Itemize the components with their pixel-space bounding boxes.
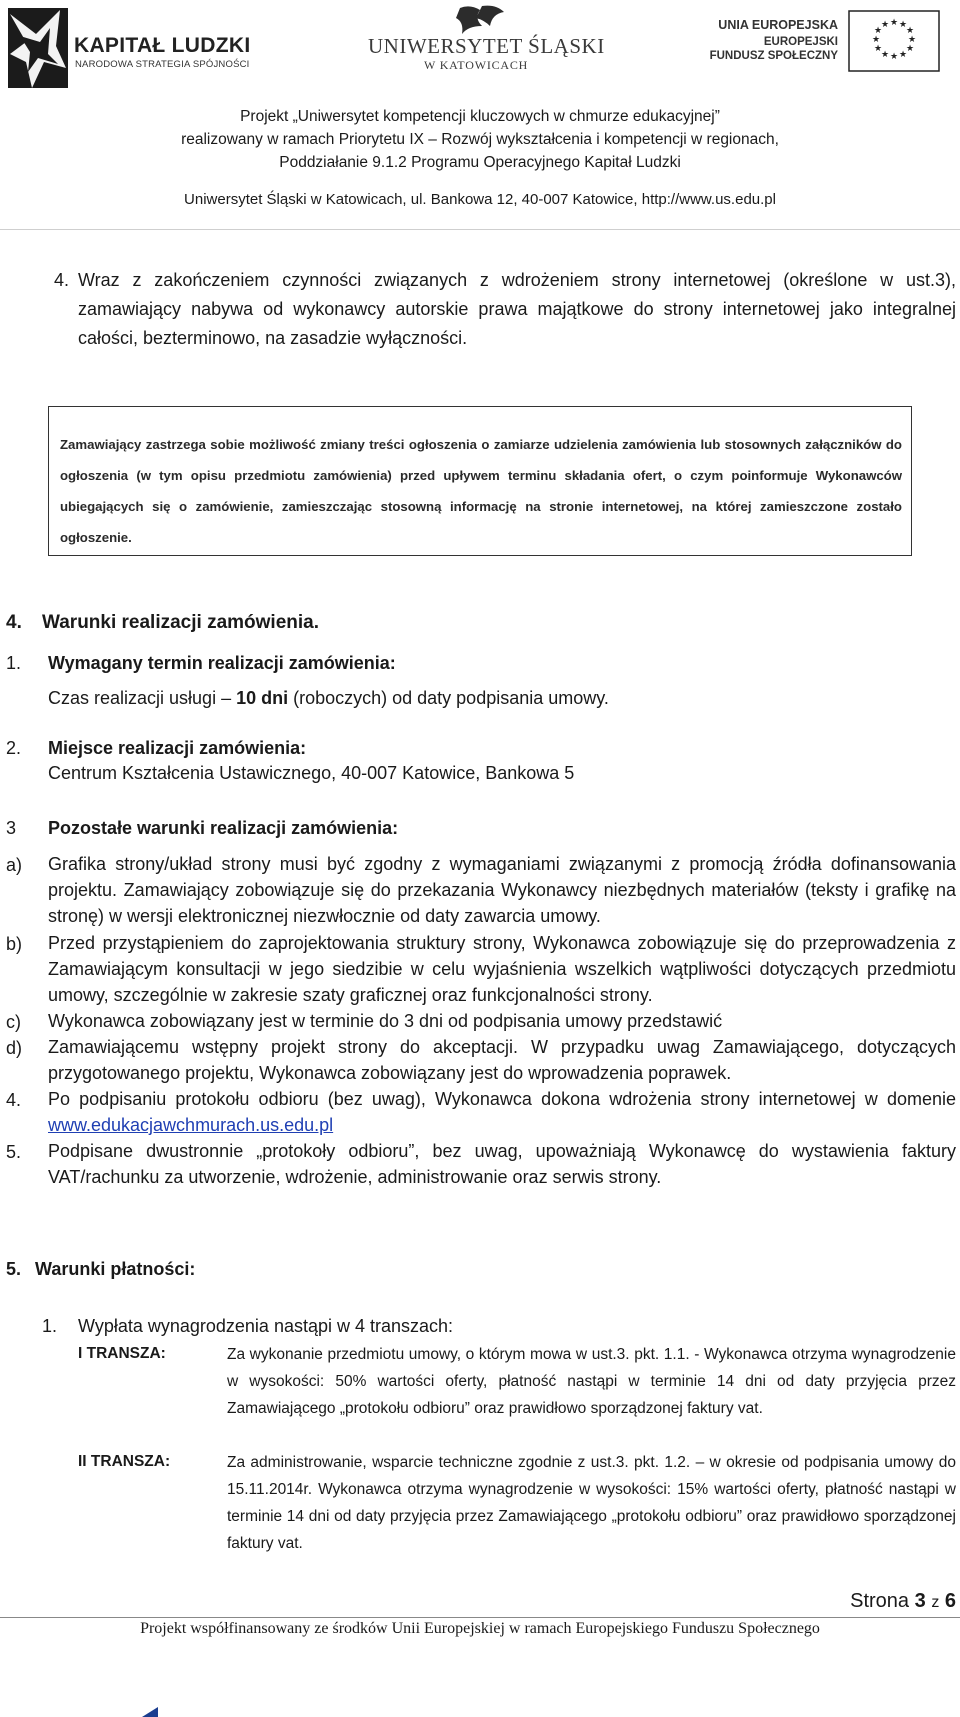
list-marker: b) [6, 934, 23, 954]
kapital-ludzki-title: KAPITAŁ LUDZKI [74, 34, 251, 57]
list-marker: a) [6, 855, 23, 875]
university-address: Uniwersytet Śląski w Katowicach, ul. Bankowa 12, 40-007 Katowice, http://www.us.edu.pl [184, 191, 776, 208]
svg-text:★: ★ [873, 26, 883, 36]
tranche-text: Za administrowanie, wsparcie techniczne zgodnie z ust.3. pkt. 1.2. – w okresie od podpisania umowy do 15.11.2014r. Wykonawca otrzyma wynagrodzenie w wysokości: 15% wartości oferty, płatność nastąpi w terminie 14 dni od daty przyjęcia przez Zamawiającego „protokołu odbioru” oraz prawidłowo sporządzonej faktury vat. [227, 1454, 956, 1552]
list-marker: 4. [6, 1090, 22, 1110]
next-page-logo-fragment-icon [118, 1705, 162, 1717]
university-name: UNIWERSYTET ŚLĄSKI [368, 34, 605, 58]
tranche-label: I TRANSZA: [78, 1345, 166, 1362]
svg-text:★: ★ [873, 44, 883, 54]
payment-intro: Wypłata wynagrodzenia nastąpi w 4 transzach: [78, 1316, 454, 1336]
subsection-title: Wymagany termin realizacji zamówienia: [48, 653, 396, 673]
header-divider [0, 229, 960, 230]
eu-label-line2: EUROPEJSKI [763, 36, 838, 48]
page-current: 3 [914, 1590, 926, 1612]
subsection-number: 3 [6, 818, 17, 838]
page-number [850, 1590, 956, 1613]
copyright-paragraph: Wraz z zakończeniem czynności związanych z wdrożeniem strony internetowej (określone w ust.3), zamawiający nabywa od wykonawcy autorskie prawa majątkowe do strony internetowej jako integralnej całości, bezterminowo, na zasadzie wyłączności. [78, 270, 956, 348]
subsection-number: 2. [6, 738, 22, 758]
svg-text:★: ★ [905, 44, 915, 54]
svg-text:★: ★ [871, 35, 881, 45]
svg-text:★: ★ [889, 52, 899, 62]
footer-funding-note: Projekt współfinansowany ze środków Unii Europejskiej w ramach Europejskiego Funduszu Społecznego [140, 1620, 820, 1637]
list-item-text: Grafika strony/układ strony musi być zgodny z wymaganiami związanymi z promocją źródła dofinansowania projektu. Zamawiający zobowiązuje się do przekazania Wykonawcy niezbędnych materiałów (teksty i grafikę na stronę) w wersji elektronicznej niezwłocznie od daty zawarcia umowy. [48, 854, 956, 926]
section-number: 5. [6, 1259, 22, 1279]
subsection-number: 1. [42, 1316, 58, 1336]
subsection-title: Miejsce realizacji zamówienia: [48, 738, 307, 758]
deadline-text [48, 688, 609, 709]
svg-text:★: ★ [880, 50, 890, 60]
kapital-ludzki-subtitle: NARODOWA STRATEGIA SPÓJNOŚCI [75, 59, 250, 70]
footer-divider [0, 1617, 960, 1618]
section-number: 4. [6, 612, 22, 633]
list-marker: c) [6, 1012, 21, 1032]
location-text: Centrum Kształcenia Ustawicznego, 40-007 Katowice, Bankowa 5 [48, 763, 575, 783]
tranche-text: Za wykonanie przedmiotu umowy, o którym mowa w ust.3. pkt. 1.1. - Wykonawca otrzyma wynagrodzenie w wysokości: 50% wartości oferty, płatność nastąpi w terminie 14 dni od daty przyjęcia przez Zamawiającego „protokołu odbioru” oraz prawidłowo sporządzonej faktury vat. [227, 1346, 956, 1417]
list-marker: d) [6, 1038, 23, 1058]
list-marker: 5. [6, 1142, 22, 1162]
eu-flag-icon [848, 10, 940, 72]
tranche-label: II TRANSZA: [78, 1453, 171, 1470]
deadline-text-after: (roboczych) od daty podpisania umowy. [288, 688, 609, 708]
item-number: 4. [54, 270, 70, 290]
deployment-text: Po podpisaniu protokołu odbioru (bez uwag), Wykonawca dokona wdrożenia strony internetowej w domenie [48, 1089, 956, 1109]
svg-text:★: ★ [898, 50, 908, 60]
page-word: Strona [850, 1590, 910, 1612]
section-title: Warunki realizacji zamówienia. [42, 612, 320, 633]
deadline-days: 10 dni [236, 688, 289, 708]
subsection-number: 1. [6, 653, 22, 673]
deadline-text-before: Czas realizacji usługi – [48, 688, 237, 708]
svg-text:★: ★ [905, 26, 915, 36]
svg-text:★: ★ [907, 35, 917, 45]
page-total: 6 [944, 1590, 956, 1612]
project-programme-line: Poddziałanie 9.1.2 Programu Operacyjnego Kapitał Ludzki [279, 154, 681, 171]
list-item-text: Przed przystąpieniem do zaprojektowania struktury strony, Wykonawca zobowiązuje się do przeprowadzenia z Zamawiającym konsultacji w jego siedzibie w celu wyjaśnienia wszelkich wątpliwości dotyczących przedmiotu umowy, szczególnie w zakresie szaty graficznej oraz funkcjonalności strony. [48, 933, 956, 1005]
project-title-line: Projekt „Uniwersytet kompetencji kluczowych w chmurze edukacyjnej” [240, 108, 720, 125]
svg-text:★: ★ [880, 20, 890, 30]
page-separator: z [931, 1594, 940, 1611]
list-item-text [48, 1086, 956, 1138]
svg-text:★: ★ [889, 18, 899, 28]
project-priority-line: realizowany w ramach Priorytetu IX – Rozwój wykształcenia i kompetencji w regionach, [181, 131, 779, 148]
project-domain-link[interactable]: www.edukacjawchmurach.us.edu.pl [48, 1115, 334, 1135]
section-title: Warunki płatności: [35, 1259, 196, 1279]
eu-label-line1: UNIA EUROPEJSKA [718, 18, 838, 32]
eu-label-line3: FUNDUSZ SPOŁECZNY [709, 50, 838, 62]
list-item-text: Wykonawca zobowiązany jest w terminie do 3 dni od podpisania umowy przedstawić [48, 1011, 723, 1031]
svg-text:★: ★ [898, 20, 908, 30]
list-item-text: Zamawiającemu wstępny projekt strony do akceptacji. W przypadku uwag Zamawiającego, dotyczących przygotowanego projektu, Wykonawca zobowiązany jest do wprowadzenia poprawek. [48, 1037, 956, 1083]
notice-text: Zamawiający zastrzega sobie możliwość zmiany treści ogłoszenia o zamiarze udzielenia zamówienia lub stosownych załączników do ogłoszenia (w tym opisu przedmiotu zamówienia) przed upływem terminu składania ofert, o czym poinformuje Wykonawców ubiegających się o zamówienie, zamieszczając stosowną informację na stronie internetowej, na której zamieszczone zostało ogłoszenie. [60, 437, 902, 545]
list-item-text: Podpisane dwustronnie „protokoły odbioru”, bez uwag, upoważniają Wykonawcę do wystawienia faktury VAT/rachunku za utworzenie, wdrożenie, administrowanie oraz serwis strony. [48, 1141, 956, 1187]
university-city: W KATOWICACH [424, 58, 529, 72]
subsection-title: Pozostałe warunki realizacji zamówienia: [48, 818, 399, 838]
